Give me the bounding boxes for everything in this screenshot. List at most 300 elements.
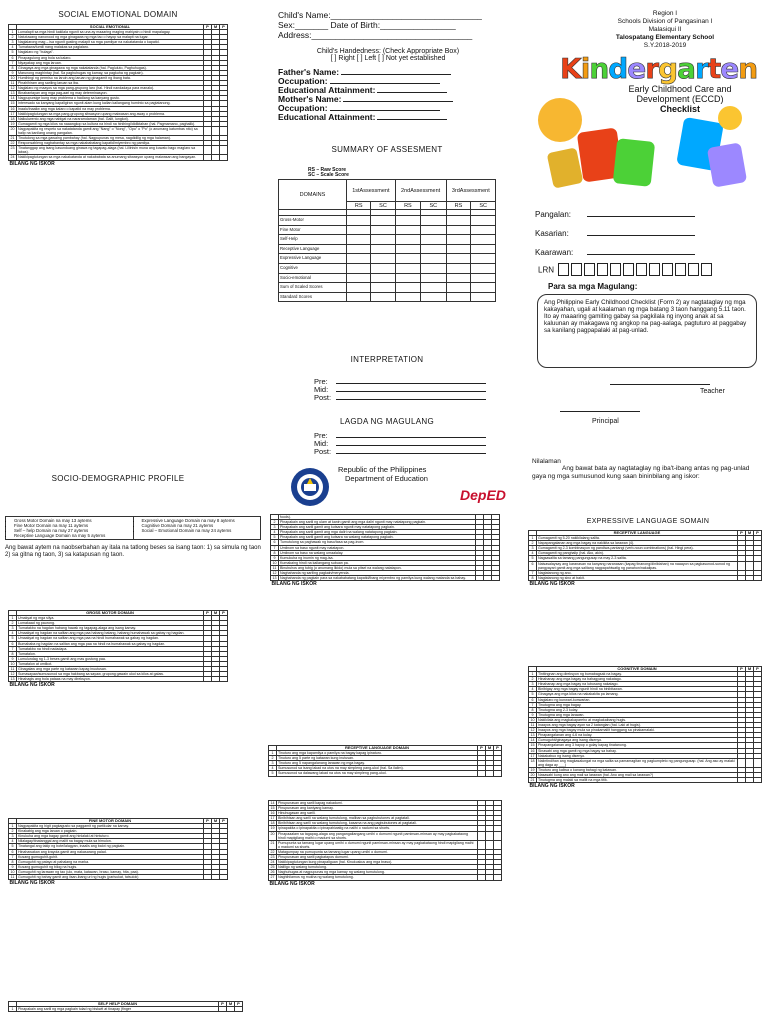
summary-score-cell[interactable] (446, 263, 471, 273)
summary-score-cell[interactable] (395, 283, 420, 293)
gross-row-number: 13 (10, 677, 15, 682)
kindergarten-letter: r (695, 52, 708, 85)
profile-section (278, 10, 498, 122)
socio-item: • Expressive Language Domain na may 8 aytems (142, 518, 258, 523)
parent-field-line[interactable] (330, 104, 440, 111)
cognitive-row-text: Pinapangalanan ang 4-6 na kulay. (537, 733, 738, 738)
summary-row (279, 273, 496, 283)
expressive-score-cell[interactable] (746, 561, 754, 570)
summary-score-cell[interactable] (446, 235, 471, 245)
cognitive-row-text: Tinuturo ang kaliwa o kanang bahagi ng katawan. (537, 767, 738, 772)
signature-line-blank[interactable] (336, 432, 486, 438)
receptive-language-section (268, 745, 502, 777)
interpretation-line-label: Pre: (314, 377, 328, 386)
summary-score-cell[interactable] (421, 225, 446, 235)
socio-note: Ang bawat aytem na naobserbahan ay itala na tatlong beses sa isang taon: 1) sa simula ng taon 2) sa gitna ng taon, 3) sa katapusan ng taon. (5, 545, 261, 558)
cognitive-header-label: COGNITIVE DOMAIN (537, 667, 738, 672)
selfhelp-score-cell[interactable] (235, 1007, 243, 1012)
lrn-digit-box[interactable] (688, 263, 699, 276)
fine-row-text: Gumuguhit ng patayo at pahalang na marka. (17, 859, 204, 864)
summary-row-label: Fine Motor (279, 225, 347, 235)
signature-line-blank[interactable] (336, 448, 486, 454)
selfmore-total-row (269, 880, 502, 886)
social-score-cell[interactable] (204, 146, 212, 155)
summary-score-cell[interactable] (395, 235, 420, 245)
cognitive-row-number: 7 (529, 702, 537, 707)
summary-score-cell[interactable] (347, 216, 371, 226)
social-row-number: 23 (9, 146, 17, 155)
cognitive-table (528, 666, 762, 788)
interpretation-line (278, 386, 496, 394)
parent-field-label: Father's Name: (278, 67, 340, 77)
summary-score-cell[interactable] (371, 254, 395, 264)
signature-title: LAGDA NG MAGULANG (339, 417, 434, 426)
summary-score-cell[interactable] (395, 254, 420, 264)
selfmore-row-text: Matagumpay na pumupunta sa tamang lugar upang umihi o dumumi. (277, 849, 478, 854)
selfmore-row-number: 25 (270, 865, 275, 870)
lrn-digit-box[interactable] (649, 263, 660, 276)
summary-score-cell[interactable] (421, 292, 446, 302)
summary-score-cell[interactable] (471, 244, 496, 254)
social-row-text: Responsableng nagbabantay sa mga nakababatang kapatid/miyembro ng pamilya. (17, 141, 204, 146)
handedness-title: Child's Handedness: (Check Appropriate Box) (316, 48, 460, 55)
cognitive-row-number: 14 (530, 738, 535, 743)
summary-score-cell[interactable] (347, 273, 371, 283)
selfhelp-score-cell[interactable] (219, 1007, 227, 1012)
gross-motor-section (8, 610, 228, 687)
fine-row-text: Kusang gumuguhit-guhit. (17, 854, 204, 859)
gross-row-text: Tumatalon. (17, 651, 204, 656)
parent-field-line[interactable] (377, 86, 447, 93)
parent-field-line[interactable] (341, 68, 451, 75)
receptive-row-text: Tinuturo ang mga kapamilya o pamilya na bagay kapag ipinaturo. (277, 751, 478, 756)
profile-field-blank[interactable]: __________________________________ (311, 30, 473, 40)
summary-header-row (279, 180, 496, 202)
signature-section (278, 417, 496, 456)
summary-score-cell[interactable] (371, 283, 395, 293)
summary-score-cell[interactable] (347, 283, 371, 293)
selfmore-row-text: Naghihilamos ng mukha ng walang tumutulong. (277, 875, 478, 880)
summary-score-cell[interactable] (395, 244, 420, 254)
handedness-options[interactable]: [ ] Right [ ] Left [ ] Not yet established (330, 55, 446, 62)
gross-header-col-2: P (220, 611, 228, 616)
cover-field-line[interactable] (587, 210, 695, 217)
fine-row-number: 8 (9, 859, 17, 864)
principal-label: Principal (592, 418, 619, 425)
social-header-label: SOCIAL EMOTIONAL (17, 25, 204, 30)
selfcont-row-text: Pinapakain ang sarili ng ulam at kanin gamit ang mga daliri ngunit may natatapong pagkain. (279, 520, 476, 525)
socio-item: • Fine Motor Domain na may 11 aytems (14, 523, 130, 528)
expressive-row-text: Napapangalanan ang mga bagay na nakikita sa larawan (4). (537, 541, 738, 546)
expressive-row-text: Naisasalaysay ang karanasan na kanyang naranasan (kapag tinanong/diniktahan) na naaayon sa pagkasunod-sunod ng pangyayari gamit ang mga salitang nagpapahiwatig ng panahon/nakalipas. (537, 561, 738, 570)
socio-item: • Social – Emotional Domain na may 24 aytems (142, 528, 258, 533)
summary-score-cell[interactable] (421, 283, 446, 293)
social-row-number: 16 (10, 106, 15, 111)
summary-score-cell[interactable] (421, 254, 446, 264)
selfmore-score-cell[interactable] (494, 840, 502, 849)
selfcont-row-number: 13 (272, 576, 277, 581)
social-row-text: Ginagaya ang mga ginagawa ng mga nakatatanda (hal. Pagluluto, Paghuhugas). (17, 65, 204, 70)
lrn-digit-box[interactable] (623, 263, 634, 276)
social-emotional-table (8, 24, 228, 166)
gross-row-text: Tumatalon at umiikot. (17, 661, 204, 666)
social-row-number: 4 (9, 45, 17, 50)
kindergarten-text (560, 52, 757, 85)
gross-row-text: Bumababa ng hagdan na salitan ang mga paa na hindi na humahawak sa gabay ng hagdan. (17, 641, 204, 646)
gross-row-text: Lumulundag ng 1-3 beses gamit ang mas gustong paa. (17, 656, 204, 661)
selfcont-row-text: Kumukuha ng inumin ng mag-isa. (279, 555, 476, 560)
social-row-text: Humihingi ng permiso na laruin ang laruan ng ginagamit ng ibang bata. (17, 75, 204, 80)
gross-row-number: 1 (9, 616, 17, 621)
receptive-row-text: Sumusunod sa isang lakad na utos na may simpleng pang-ukol (hal. Sa ilalim). (277, 766, 478, 771)
lrn-digit-box[interactable] (571, 263, 582, 276)
social-row-number: 20 (9, 126, 17, 135)
social-row-number: 22 (10, 141, 15, 146)
social-total-label: BILANG NG ISKOR (9, 160, 55, 167)
kindergarten-banner (560, 52, 760, 84)
selfhelp-score-cell[interactable] (227, 1007, 235, 1012)
profile-field-label: Address: (278, 30, 312, 40)
cognitive-row-number: 2 (529, 677, 537, 682)
gross-row-number: 9 (9, 656, 17, 661)
selfmore-row-number: 16 (270, 811, 275, 816)
summary-score-cell[interactable] (371, 225, 395, 235)
profile-field-blank[interactable]: ________________________________ (330, 10, 482, 20)
summary-score-cell[interactable] (371, 292, 395, 302)
cognitive-header-col-2: P (754, 667, 762, 672)
fine-row-number: 2 (9, 829, 17, 834)
gross-row-number: 8 (9, 651, 17, 656)
lrn-digit-box[interactable] (597, 263, 608, 276)
social-row-number: 3 (9, 40, 17, 45)
cognitive-total-label: BILANG NG ISKOR (529, 783, 575, 790)
cognitive-row-number: 19 (530, 767, 535, 772)
selfcont-row-text: Kumakaing hindi na kailangang subuan pa. (279, 560, 476, 565)
profile-field-label: Child's Name: (278, 10, 331, 20)
nilalaman-title: Nilalaman (532, 458, 561, 465)
selfcont-row-number: 11 (271, 565, 279, 570)
social-row-number: 19 (10, 121, 15, 126)
cover-field-line[interactable] (587, 229, 695, 236)
lrn-row (538, 261, 758, 279)
fine-row-text: Gumuguhit ng bahay gamit ang iisan-ibang uri ng hugis (parisukat, tatsulok) (17, 875, 204, 880)
parent-field-line[interactable] (377, 113, 447, 120)
selfmore-row-text: Hinuhugasan ang sarili. (277, 811, 478, 816)
receptive-score-cell[interactable] (486, 771, 494, 776)
interpretation-line-blank[interactable] (336, 378, 486, 384)
social-row-text: Marunong maghintay (hal. Sa paghuhugas ng kamay, sa pagkuha ng pagkain). (17, 70, 204, 75)
cover-field (535, 243, 755, 262)
interpretation-line (278, 378, 496, 386)
fine-row-text: Nagpapakita ng higit pagkagusto sa paggamit ng partikular na kamay. (17, 824, 204, 829)
cognitive-score-cell[interactable] (754, 758, 762, 767)
parents-note-title: Para sa mga Magulang: (548, 282, 638, 291)
gross-row-number: 3 (9, 626, 17, 631)
fine-row-number: 9 (9, 864, 17, 869)
selfmore-row-text: Ipinapakita o ipinapakita o ipinapahiwatig na naiihi o nadumi sa shorts. (277, 826, 478, 831)
summary-score-cell[interactable] (446, 216, 471, 226)
signature-line-label: Mid: (314, 439, 329, 448)
summary-score-cell[interactable] (371, 235, 395, 245)
signature-line (278, 432, 496, 440)
selfmore-row-text: Pinupunasan ang sarili kapag nakadumi. (277, 801, 478, 806)
social-row-number: 10 (10, 75, 15, 80)
lrn-digit-box[interactable] (701, 263, 712, 276)
social-row-text: Binabantayan ang mga pag-aari ng may determinasyon. (17, 91, 204, 96)
cognitive-score-cell[interactable] (738, 758, 746, 767)
selfcont-row-number: 3 (271, 525, 279, 530)
cognitive-row-text: Hinahanap ang mga bagay na lubusang nakatago. (537, 682, 738, 687)
selfmore-score-cell[interactable] (486, 831, 494, 840)
selfmore-row-text: Binibihisan ang sarili na walang tumutulong, maliban sa pagbubutones at pagtatali. (277, 816, 478, 821)
cognitive-header-col-1: M (746, 667, 754, 672)
summary-score-cell[interactable] (471, 283, 496, 293)
summary-score-cell[interactable] (471, 292, 496, 302)
summary-row-label: Self-Help (279, 235, 347, 245)
social-row-text: Inaalo/inaaliw ang mga kalaro o kapatid na may problema. (17, 106, 204, 111)
social-score-cell[interactable] (220, 126, 228, 135)
receptive-row-number: 5 (269, 771, 277, 776)
cover-field-label: Pangalan: (535, 210, 572, 219)
summary-score-cell[interactable] (371, 263, 395, 273)
interpretation-line-blank[interactable] (336, 386, 486, 392)
social-row-number: 9 (9, 70, 17, 75)
summary-score-cell[interactable] (395, 292, 420, 302)
lrn-digit-box[interactable] (584, 263, 595, 276)
social-row-number: 14 (10, 96, 15, 101)
cognitive-row-number: 5 (529, 692, 537, 697)
expressive-table (528, 530, 762, 586)
fine-row-number: 10 (10, 869, 15, 874)
summary-score-cell[interactable] (446, 244, 471, 254)
parent-field-line[interactable] (343, 95, 453, 102)
social-row-text: Nakikipagtulungan sa mga nakakatanda at nakababata sa anumang sitwasyon upang maiwasan ang bangayan. (17, 155, 204, 160)
summary-score-cell[interactable] (395, 216, 420, 226)
fine-header-col-0: P (204, 819, 212, 824)
summary-score-cell[interactable] (446, 273, 471, 283)
gross-header-label: GROSS MOTOR DOMAIN (17, 611, 204, 616)
checklist-title: Checklist (659, 104, 701, 114)
gross-row-text: Umaakyat ng hagdan na salitan ang mga paa na hindi humahawak sa gabay ng hagdan. (17, 636, 204, 641)
selfmore-row-text: Nakikipagtulungan kung pinapaliguan (hal. Kinukuskus ang mga braso). (277, 860, 478, 865)
social-emotional-title: SOCIAL EMOTIONAL DOMAIN (58, 10, 178, 19)
cognitive-row-number: 15 (530, 743, 535, 748)
summary-score-cell[interactable] (446, 254, 471, 264)
social-row-number: 15 (10, 101, 15, 106)
cover-field (535, 205, 755, 224)
selfmore-total-label: BILANG NG ISKOR (269, 880, 315, 887)
kindergarten-letter: K (560, 52, 581, 85)
profile-field-label: Sex:_______ Date of Birth: (278, 20, 381, 30)
summary-score-cell[interactable] (471, 263, 496, 273)
selfcont-row-number: 2 (271, 520, 279, 525)
summary-score-cell[interactable] (471, 235, 496, 245)
summary-score-cell[interactable] (347, 263, 371, 273)
school-region: Region I (652, 10, 678, 17)
selfmore-score-cell[interactable] (478, 840, 486, 849)
fine-motor-section (8, 818, 228, 885)
expressive-row-number: 2 (529, 541, 537, 546)
cognitive-row-number: 4 (529, 687, 537, 692)
social-emotional-section (8, 10, 228, 166)
summary-score-cell[interactable] (471, 216, 496, 226)
summary-row (279, 235, 496, 245)
selfcont-row-number: 9 (271, 555, 279, 560)
selfmore-score-cell[interactable] (478, 831, 486, 840)
social-score-cell[interactable] (212, 126, 220, 135)
expressive-score-cell[interactable] (738, 561, 746, 570)
gross-row-text: Ginagalaw ang mga parte ng katawan kapag inuutusan. (17, 667, 204, 672)
summary-score-cell[interactable] (421, 216, 446, 226)
cognitive-row-number: 21 (530, 778, 535, 783)
gross-row-number: 12 (10, 672, 15, 677)
summary-score-cell[interactable] (347, 235, 371, 245)
summary-score-cell[interactable] (347, 292, 371, 302)
receptive-score-cell[interactable] (494, 771, 502, 776)
receptive-header-col-1: M (486, 746, 494, 751)
expressive-title: EXPRESSIVE LANGUAGE SOMAIN (586, 518, 710, 525)
summary-score-cell[interactable] (446, 283, 471, 293)
summary-score-cell[interactable] (421, 273, 446, 283)
summary-score-cell[interactable] (471, 273, 496, 283)
summary-score-cell[interactable] (395, 273, 420, 283)
receptive-language-table (268, 745, 502, 777)
social-row-text: Gumagamit ng mga kilos na naaangkop sa kultura na hindi na hinihingi/didiktahan (hal. Pagmamano, paghalik). (17, 121, 204, 126)
cognitive-row-text: Nakikilala ang magkakapareho at magkakaibang hugis. (537, 717, 738, 722)
expressive-score-cell[interactable] (754, 561, 762, 570)
selfhelp-header-col-0: P (219, 1002, 227, 1007)
selfcont-row-text: Pinapakain ang sarili gamit ang mga daliri na walang natatapong pagkain. (279, 530, 476, 535)
cognitive-score-cell[interactable] (746, 758, 754, 767)
summary-score-cell[interactable] (371, 244, 395, 254)
cover-field-line[interactable] (587, 248, 695, 255)
lrn-digit-box[interactable] (558, 263, 569, 276)
lrn-digit-box[interactable] (662, 263, 673, 276)
cognitive-total-row (529, 783, 762, 789)
social-row-text: Pinahihiram ang sariling laruan sa iba. (17, 81, 204, 86)
socio-item: • Self – help Domain na may 27 aytems (14, 528, 130, 533)
summary-domains-header: DOMAINS (279, 180, 347, 210)
selfcont-row-text: Umiinom sa baso ngunit may natatapon. (279, 545, 476, 550)
social-row-number: 13 (10, 91, 15, 96)
summary-row (279, 244, 496, 254)
fine-motor-table (8, 818, 228, 885)
summary-score-cell[interactable] (471, 254, 496, 264)
lrn-digit-box[interactable] (610, 263, 621, 276)
summary-score-cell[interactable] (395, 263, 420, 273)
summary-score-cell[interactable] (371, 273, 395, 283)
cognitive-row-number: 8 (529, 707, 537, 712)
summary-score-cell[interactable] (421, 263, 446, 273)
summary-score-cell[interactable] (421, 235, 446, 245)
parent-field-label: Educational Attainment: (278, 112, 376, 122)
social-score-cell[interactable] (212, 146, 220, 155)
selfcont-row-number: 4 (271, 530, 279, 535)
fine-row-text: Hinahawakan ang krayola gamit ang nakasarang palad. (17, 849, 204, 854)
gross-row-number: 6 (9, 641, 17, 646)
summary-row (279, 283, 496, 293)
expressive-row-number: 1 (529, 536, 537, 541)
cognitive-row-number: 17 (530, 753, 535, 758)
cognitive-row-text: Nasasabi kung ano ang mali sa larawan (hal. Ano ang mali sa larawan?) (537, 772, 738, 777)
gross-row-number: 7 (9, 646, 17, 651)
summary-row-label: Receptive Language (279, 244, 347, 254)
parent-field-line[interactable] (330, 77, 440, 84)
expressive-row-text: Nagtatanong ng sino at bakit. (537, 575, 738, 580)
table-row (9, 155, 228, 160)
summary-score-cell[interactable] (446, 292, 471, 302)
self-help-start-section (8, 1001, 243, 1012)
summary-row-label: Sum of Scaled Scores (279, 283, 347, 293)
signature-line-blank[interactable] (336, 440, 486, 446)
interpretation-line-blank[interactable] (336, 394, 486, 400)
summary-score-cell[interactable] (371, 216, 395, 226)
expressive-header-col-1: M (746, 531, 754, 536)
summary-legend-rs: RS – Raw Score (308, 167, 347, 173)
gross-row-text: Tumatakbo na hagdan habang hawak ng tagapag-alaga ang isang kamay. (17, 626, 204, 631)
summary-group-header: 1stAssessment (347, 180, 396, 202)
receptive-row-text: Sumusunod sa dalawang lakad na utos na may simpleng pang-ukol. (277, 771, 478, 776)
receptive-row-number: 3 (269, 761, 277, 766)
gross-row-text: Tumatakbo na hindi nadadapa. (17, 646, 204, 651)
summary-score-cell[interactable] (421, 244, 446, 254)
social-header-col-1: M (212, 25, 220, 30)
parents-note-text: Ang Philippine Early Childhood Checklist (Form 2) ay nagtataglay ng mga kakayahan, ugali at kaalaman ng mga batang 3 taon hanggang 5.11 taon. Ito ay maaaring gamiting gabay sa pagkilala ng inyong anak at sa kaluunan ay makagawa ng angkop na pag-aalaga, pagtuturo at paggabay sa kanilang pagpapalaki at pag-unlad. (544, 299, 747, 334)
lrn-digit-box[interactable] (636, 263, 647, 276)
selfcont-row-text: Naghahanda ng pagkain para sa nakababatang kapatid/ibang miyembro ng pamilya kung walang matanda sa bahay. (279, 576, 476, 581)
selfmore-score-cell[interactable] (494, 831, 502, 840)
lrn-digit-box[interactable] (675, 263, 686, 276)
summary-score-cell[interactable] (446, 225, 471, 235)
gross-motor-table (8, 610, 228, 687)
summary-score-cell[interactable] (395, 225, 420, 235)
summary-row (279, 216, 496, 226)
abc-illustration (530, 90, 760, 200)
table-row (269, 771, 502, 776)
social-row-number: 8 (9, 65, 17, 70)
cognitive-row-number: 13 (530, 733, 535, 738)
profile-field (278, 10, 498, 20)
social-score-cell[interactable] (204, 126, 212, 135)
selfcont-row-number: 8 (271, 550, 279, 555)
social-row-number: 21 (10, 136, 15, 141)
summary-score-cell[interactable] (347, 225, 371, 235)
signature-line (278, 448, 496, 456)
table-row (9, 146, 228, 155)
social-score-cell[interactable] (220, 146, 228, 155)
teacher-signature (660, 383, 740, 395)
expressive-section (528, 530, 762, 586)
summary-score-cell[interactable] (471, 225, 496, 235)
cover-field-label: Kaarawan: (535, 248, 574, 257)
selfmore-score-cell[interactable] (486, 840, 494, 849)
selfcont-row-number: 7 (271, 545, 279, 550)
cognitive-row-number: 10 (530, 717, 535, 722)
school-district: Malasiqui II (648, 26, 682, 33)
cognitive-row-text: Nakakabuo ng isang disenyo. (537, 753, 738, 758)
receptive-score-cell[interactable] (478, 771, 486, 776)
profile-field-blank[interactable]: ________________ (380, 20, 456, 30)
receptive-row-number: 1 (269, 751, 277, 756)
socio-item: • Cognitive Domain na may 21 aytems (142, 523, 258, 528)
summary-score-cell[interactable] (347, 244, 371, 254)
social-row-text: Niyayakap ang mga laruan. (17, 60, 204, 65)
school-division: Schools Division of Pangasinan I (617, 18, 713, 25)
social-row-number: 17 (10, 111, 15, 116)
selfmore-row-number: 21 (269, 840, 277, 849)
nilalaman-block (532, 458, 758, 480)
summary-score-cell[interactable] (347, 254, 371, 264)
